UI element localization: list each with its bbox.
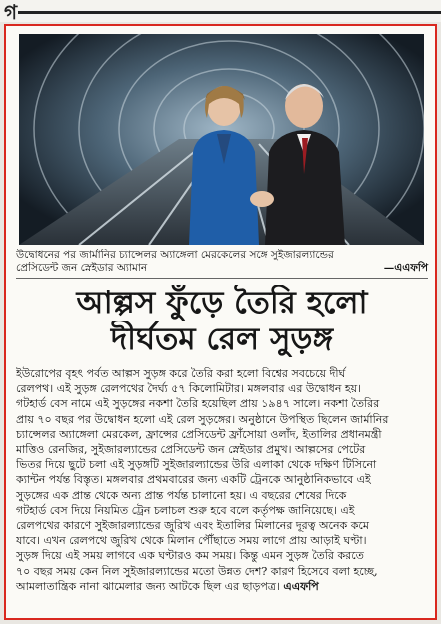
body-line: যাবে। এখন রেলপথে জুরিখ থেকে মিলান পৌঁছাতে সময় লাগে প্রায় আড়াই ঘণ্টা।	[16, 534, 367, 548]
agency-credit: এএফপি	[283, 579, 319, 593]
news-photo	[19, 34, 424, 245]
caption-line-2: প্রেসিডেন্ট জন স্নেইডার অ্যামান	[16, 262, 148, 274]
body-line: সুড়ঙ্গ দিয়ে এই সময় লাগবে এক ঘণ্টারও কম সময়। কিন্তু এমন সুড়ঙ্গ তৈরি করতে	[16, 549, 364, 563]
headline-line-2: দীর্ঘতম রেল সুড়ঙ্গ	[110, 321, 334, 357]
body-line: চ্যান্সেলর অ্যাঙ্গেলা মেরকেল, ফ্রান্সের প্রেসিডেন্ট ফ্রাঁসোয়া ওলাঁদ, ইতালির প্রধানমন্ত্রী	[16, 427, 382, 441]
body-line: ইউরোপের বৃহৎ পর্বত আল্পস সুড়ঙ্গ করে তৈরি করা হলো বিশ্বের সবচেয়ে দীর্ঘ	[16, 367, 346, 380]
body-last-line	[16, 579, 429, 594]
body-line: রেলপথ। এই সুড়ঙ্গ রেলপথের দৈর্ঘ্য ৫৭ কিলোমিটার। মঙ্গলবার এর উদ্বোধন হয়।	[16, 382, 362, 396]
body-line: ভিতর দিয়ে ছুটে চলা এই সুড়ঙ্গটি সুইজারল্যান্ডের উরি এলাকা থেকে দক্ষিণ টিসিনো	[16, 458, 377, 472]
body-line: ক্যান্টন পর্যন্ত বিস্তৃত। মঙ্গলবার প্রথমবারের জন্য একটি ট্রেনকে আনুষ্ঠানিকভাবে এই	[16, 473, 371, 487]
body-line: গটহার্ড বেস নামে এই সুড়ঙ্গের নকশা তৈরি হয়েছিল প্রায় ১৯৪৭ সালে। নকশা তৈরির	[16, 397, 380, 411]
page-header-band	[0, 0, 441, 22]
body-last-text: আমলাতান্ত্রিক নানা ঝামেলার জন্য আটকে ছিল এর ছাড়পত্র।	[16, 579, 280, 593]
body-line: রেলপথের কারণে সুইজারল্যান্ডের জুরিখ এবং ইতালির মিলানের দূরত্ব অনেক কমে	[16, 519, 369, 533]
body-line: ৭০ বছর সময় কেন নিল সুইজারল্যান্ডের মতো উন্নত দেশ? কারণ হিসেবে বলা হচ্ছে,	[16, 564, 378, 578]
header-rule	[18, 11, 441, 14]
body-line: মাত্তিও রেনজির, সুইজারল্যান্ডের প্রেসিডেন্ট জন স্নেইডার প্রমুখ। আল্পসের পেটের	[16, 443, 366, 457]
body-line: প্রায় ৭০ বছর পর উদ্বোধন হলো এই রেল সুড়ঙ্গের। অনুষ্ঠানে উপস্থিত ছিলেন জার্মানির	[16, 412, 389, 426]
headline-line-1: আল্পস ফুঁড়ে তৈরি হলো	[76, 285, 368, 321]
caption-credit: —এএফপি	[383, 262, 428, 274]
article-body	[16, 366, 429, 594]
news-clipping	[4, 24, 437, 620]
page-header-glyph-icon: গ	[4, 0, 18, 24]
body-line: সুড়ঙ্গের এক প্রান্ত থেকে অন্য প্রান্ত পর্যন্ত চালানো হয়। এ বছরের শেষের দিকে	[16, 488, 347, 502]
body-line: গটহার্ড বেস দিয়ে নিয়মিত ট্রেন চলাচল শুরু হবে বলে কর্তৃপক্ষ জানিয়েছে। এই	[16, 503, 355, 517]
tunnel-photo-icon	[19, 34, 424, 245]
caption-divider	[16, 278, 428, 279]
caption-line-1: উদ্বোধনের পর জার্মানির চ্যান্সেলর অ্যাঙ্গেলা মেরকেলের সঙ্গে সুইজারল্যান্ডের	[16, 249, 334, 261]
photo-caption	[16, 249, 428, 275]
headline	[16, 285, 428, 357]
